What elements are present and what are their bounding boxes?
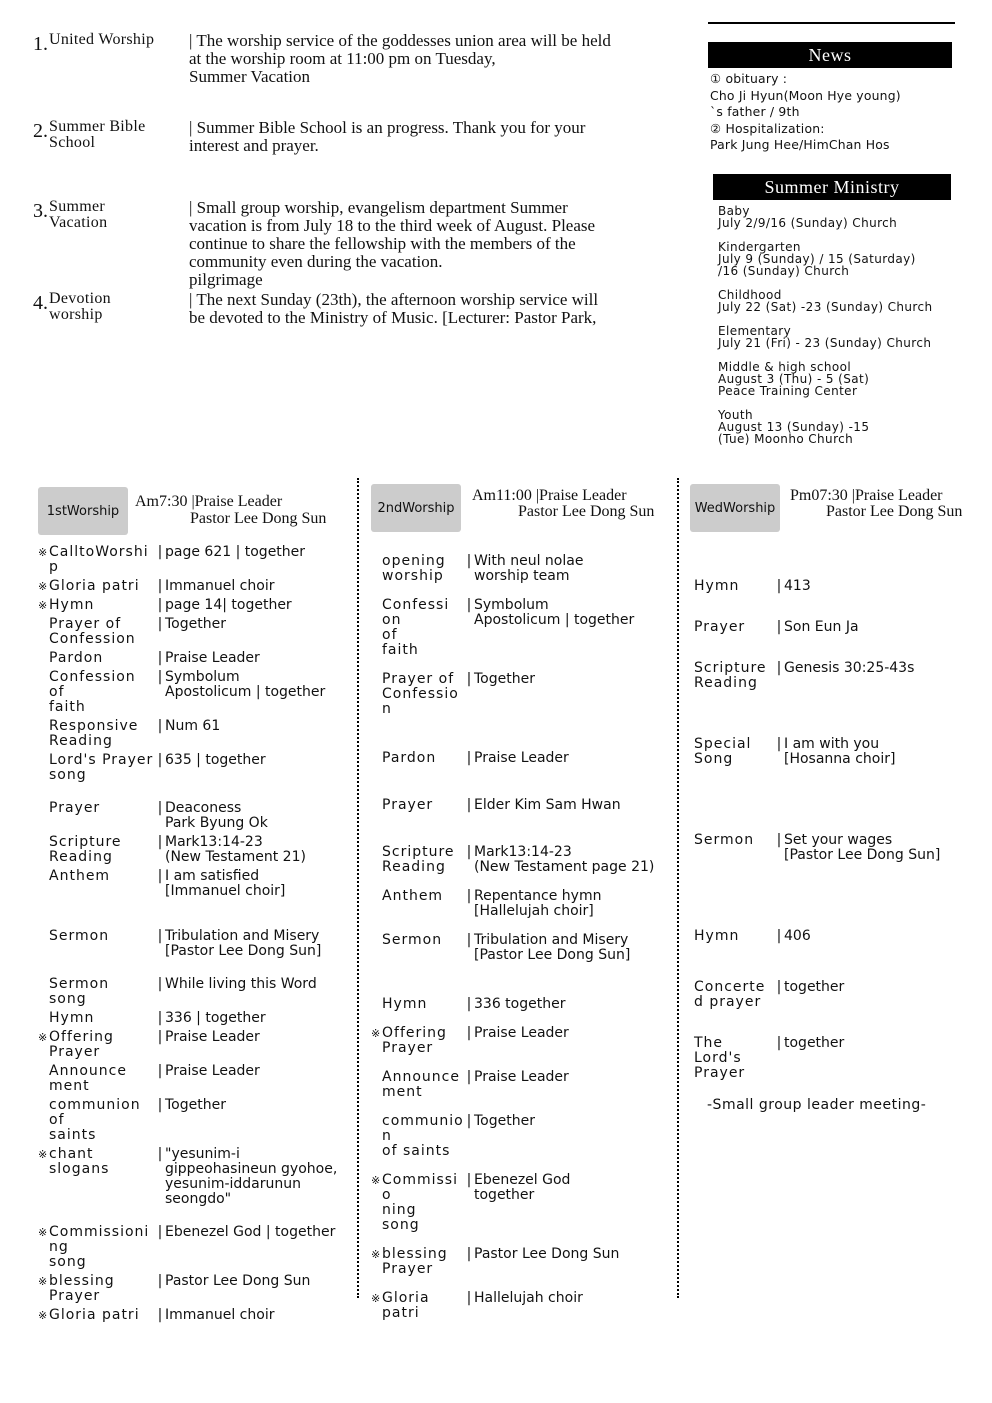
order-item: [371, 554, 671, 584]
order-item-label: Confession of faith: [49, 669, 136, 715]
order-item: [38, 579, 352, 594]
reference-mark-icon: [371, 889, 382, 919]
ministry-item: [718, 289, 958, 313]
ministry-group: Elementary: [718, 324, 792, 338]
column-divider: [677, 478, 679, 1298]
separator: |: [157, 1010, 163, 1026]
order-item-label: Special Song: [694, 736, 752, 767]
separator: |: [157, 1224, 163, 1240]
order-item-value: page 621 | together: [165, 544, 306, 560]
order-item: [371, 845, 671, 875]
announcement-item: [33, 119, 698, 155]
separator: |: [157, 976, 163, 992]
order-item: [371, 1291, 671, 1321]
order-item-value: Genesis 30:25-43s: [784, 660, 915, 676]
reference-mark-icon: [371, 751, 382, 766]
order-item-value: Tribulation and Misery [Pastor Lee Dong Sun]: [165, 928, 322, 959]
order-item-value: Praise Leader: [165, 1029, 260, 1045]
order-item-label: Announce ment: [49, 1063, 127, 1094]
reference-mark-icon: [38, 1064, 49, 1094]
news-header: News: [708, 42, 952, 68]
order-list: [371, 554, 671, 1321]
reference-mark-icon: ※: [371, 1292, 381, 1305]
announcement-number: 4.: [33, 292, 48, 314]
reference-mark-icon: [371, 1114, 382, 1159]
order-item-label: Prayer of Confession: [49, 616, 136, 647]
order-item: [683, 737, 983, 767]
order-item: [38, 1147, 352, 1207]
reference-mark-icon: ※: [371, 1248, 381, 1261]
separator: |: [157, 1097, 163, 1113]
order-item-label: Responsive Reading: [49, 718, 139, 749]
separator: |: [776, 832, 782, 848]
order-item-value: Hallelujah choir: [474, 1290, 583, 1306]
order-item-value: I am satisfied [Immanuel choir]: [165, 868, 286, 899]
order-item: [371, 598, 671, 658]
separator: |: [466, 1025, 472, 1041]
order-item-value: together: [784, 979, 845, 995]
order-item-label: Anthem: [49, 868, 111, 884]
order-item-value: Repentance hymn [Hallelujah choir]: [474, 888, 602, 919]
order-item: [371, 1026, 671, 1056]
order-item: [371, 997, 671, 1012]
order-item: [683, 1036, 983, 1081]
separator: |: [466, 932, 472, 948]
order-item-label: Pardon: [49, 650, 104, 666]
separator: |: [157, 868, 163, 884]
reference-mark-icon: [38, 1098, 49, 1143]
reference-mark-icon: [683, 980, 694, 1010]
order-item-label: chant slogans: [49, 1146, 110, 1177]
worship-leader: Pastor Lee Dong Sun: [826, 503, 963, 520]
announcement-title: Summer Vacation: [49, 198, 108, 231]
announcement-body: | Small group worship, evangelism department Summer vacation is from July 18 to the third week of August. Please continue to share the fellowship with the members of the community even during the vacation. pilgrimage: [189, 198, 596, 289]
order-item-value: 635 | together: [165, 752, 266, 768]
order-item: [683, 579, 983, 594]
ministry-detail: August 13 (Sunday) -15 (Tue) Moonho Church: [718, 420, 870, 446]
worship-time: Am7:30 |Praise Leader: [135, 493, 283, 510]
separator: |: [466, 996, 472, 1012]
order-item: [371, 1173, 671, 1233]
order-item-label: Prayer: [382, 797, 434, 813]
order-item-value: Tribulation and Misery [Pastor Lee Dong Sun]: [474, 932, 631, 963]
order-item-label: Announce ment: [382, 1069, 460, 1100]
order-item-label: Hymn: [49, 597, 95, 613]
order-item: [683, 929, 983, 944]
order-item-value: Symbolum Apostolicum | together: [474, 597, 635, 628]
order-item-value: Together: [474, 1113, 535, 1129]
footer-note: -Small group leader meeting-: [707, 1097, 927, 1113]
order-item-value: Mark13:14-23 (New Testament 21): [165, 834, 306, 865]
order-item-value: I am with you [Hosanna choir]: [784, 736, 896, 767]
reference-mark-icon: ※: [38, 1226, 48, 1239]
separator: |: [466, 1290, 472, 1306]
order-item-label: Hymn: [694, 578, 740, 594]
separator: |: [466, 1113, 472, 1129]
order-item-label: Sermon: [49, 928, 110, 944]
reference-mark-icon: [38, 651, 49, 666]
order-item: [371, 798, 671, 813]
order-item-value: Praise Leader: [474, 750, 569, 766]
reference-mark-icon: [683, 833, 694, 863]
ministry-group: Youth: [718, 408, 753, 422]
reference-mark-icon: ※: [371, 1174, 381, 1187]
order-item-label: Prayer: [694, 619, 746, 635]
separator: |: [157, 544, 163, 560]
order-item-value: 406: [784, 928, 811, 944]
summer-ministry-header: Summer Ministry: [713, 174, 951, 200]
worship-tag: 1stWorship: [38, 487, 128, 535]
reference-mark-icon: ※: [38, 546, 48, 559]
order-item: [38, 1225, 352, 1270]
order-item-value: Num 61: [165, 718, 221, 734]
announcement-number: 3.: [33, 200, 48, 222]
reference-mark-icon: [38, 977, 49, 1007]
order-item-label: Pardon: [382, 750, 437, 766]
reference-mark-icon: [371, 1070, 382, 1100]
separator: |: [157, 1063, 163, 1079]
order-item-value: Together: [165, 1097, 226, 1113]
reference-mark-icon: [683, 661, 694, 691]
order-item: [38, 670, 352, 715]
announcement-item: [33, 291, 698, 327]
reference-mark-icon: [371, 598, 382, 658]
order-item-label: Hymn: [49, 1010, 95, 1026]
order-item: [371, 1070, 671, 1100]
separator: |: [157, 928, 163, 944]
reference-mark-icon: [38, 869, 49, 899]
separator: |: [466, 1172, 472, 1188]
order-item-label: Confessi on of faith: [382, 597, 450, 658]
separator: |: [157, 1307, 163, 1323]
announcement-title: United Worship: [49, 31, 155, 48]
summer-ministry-list: [718, 205, 958, 445]
order-item-label: Prayer of Confession: [382, 671, 459, 717]
order-item: [38, 617, 352, 647]
order-item-value: 336 together: [474, 996, 566, 1012]
order-item-label: Anthem: [382, 888, 444, 904]
order-item: [371, 933, 671, 963]
order-item-value: Pastor Lee Dong Sun: [474, 1246, 620, 1262]
order-item-value: Praise Leader: [474, 1069, 569, 1085]
separator: |: [466, 1069, 472, 1085]
order-item: [38, 1098, 352, 1143]
reference-mark-icon: [38, 753, 49, 783]
worship-tag: 2ndWorship: [371, 484, 461, 532]
order-item-label: Commissio ning song: [382, 1172, 458, 1233]
separator: |: [157, 1146, 163, 1162]
order-item: [38, 719, 352, 749]
reference-mark-icon: ※: [38, 1031, 48, 1044]
order-item: [371, 889, 671, 919]
reference-mark-icon: [683, 620, 694, 635]
order-item-value: Deaconess Park Byung Ok: [165, 800, 268, 831]
reference-mark-icon: [683, 737, 694, 767]
separator: |: [157, 1029, 163, 1045]
worship-column-3: [683, 484, 983, 1113]
ministry-detail: July 21 (Fri) - 23 (Sunday) Church: [718, 336, 932, 350]
reference-mark-icon: ※: [38, 580, 48, 593]
ministry-item: [718, 205, 958, 229]
separator: |: [466, 888, 472, 904]
order-item-label: Sermon: [694, 832, 755, 848]
separator: |: [157, 752, 163, 768]
order-item: [38, 1030, 352, 1060]
reference-mark-icon: ※: [38, 1148, 48, 1161]
order-item-value: Praise Leader: [165, 1063, 260, 1079]
order-item-label: Gloria patri: [49, 578, 140, 594]
order-item-value: 413: [784, 578, 811, 594]
order-item: [38, 1011, 352, 1026]
column-divider: [357, 478, 359, 1298]
order-item-value: together: [784, 1035, 845, 1051]
order-item-label: Hymn: [694, 928, 740, 944]
reference-mark-icon: [38, 670, 49, 715]
announcement-title: Devotion worship: [49, 290, 111, 323]
worship-time: Am11:00 |Praise Leader: [472, 487, 627, 504]
worship-header: [371, 484, 671, 534]
worship-header: [38, 487, 352, 537]
reference-mark-icon: [38, 929, 49, 959]
separator: |: [157, 718, 163, 734]
worship-leader: Pastor Lee Dong Sun: [518, 503, 655, 520]
order-item: [38, 753, 352, 783]
order-item-value: Ebenezel God | together: [165, 1224, 336, 1240]
order-item: [38, 977, 352, 1007]
order-item-value: Pastor Lee Dong Sun: [165, 1273, 311, 1289]
order-item: [683, 980, 983, 1010]
order-item-label: opening worship: [382, 553, 446, 584]
reference-mark-icon: [38, 617, 49, 647]
ministry-group: Childhood: [718, 288, 782, 302]
order-item-label: communion of saints: [49, 1097, 141, 1143]
announcement-number: 1.: [33, 33, 48, 55]
separator: |: [776, 979, 782, 995]
ministry-detail: July 22 (Sat) -23 (Sunday) Church: [718, 300, 933, 314]
order-item: [683, 661, 983, 691]
ministry-item: [718, 325, 958, 349]
order-item: [38, 1308, 352, 1323]
order-item-label: Scripture Reading: [49, 834, 122, 865]
reference-mark-icon: [371, 672, 382, 717]
order-item-label: communion of saints: [382, 1113, 464, 1159]
order-item-label: Prayer: [49, 800, 101, 816]
order-item-value: Immanuel choir: [165, 1307, 275, 1323]
order-list: [683, 579, 983, 1081]
order-item-label: blessing Prayer: [382, 1246, 448, 1277]
reference-mark-icon: [38, 1011, 49, 1026]
order-item: [683, 620, 983, 635]
order-item-label: Scripture Reading: [382, 844, 455, 875]
order-item-label: Gloria patri: [49, 1307, 140, 1323]
ministry-group: Middle & high school: [718, 360, 852, 374]
ministry-group: Kindergarten: [718, 240, 801, 254]
announcement-body: | Summer Bible School is an progress. Thank you for your interest and prayer.: [189, 118, 586, 155]
order-item-label: Hymn: [382, 996, 428, 1012]
order-item-value: Praise Leader: [165, 650, 260, 666]
separator: |: [157, 578, 163, 594]
order-item-label: Lord's Prayer song: [49, 752, 154, 783]
order-item-value: Elder Kim Sam Hwan: [474, 797, 621, 813]
order-item-value: Praise Leader: [474, 1025, 569, 1041]
order-item-label: Sermon: [382, 932, 443, 948]
separator: |: [776, 660, 782, 676]
separator: |: [157, 1273, 163, 1289]
ministry-item: [718, 361, 958, 397]
reference-mark-icon: [371, 997, 382, 1012]
order-item-value: Ebenezel God together: [474, 1172, 571, 1203]
order-item-value: Mark13:14-23 (New Testament page 21): [474, 844, 655, 875]
announcement-item: [33, 32, 698, 86]
reference-mark-icon: [38, 835, 49, 865]
order-item: [38, 598, 352, 613]
separator: |: [466, 553, 472, 569]
worship-time: Pm07:30 |Praise Leader: [790, 487, 943, 504]
separator: |: [157, 616, 163, 632]
order-item-label: Offering Prayer: [382, 1025, 447, 1056]
order-item-value: 336 | together: [165, 1010, 266, 1026]
separator: |: [157, 800, 163, 816]
order-item: [38, 869, 352, 899]
order-item-label: Gloria patri: [382, 1290, 430, 1321]
top-rule: [708, 22, 955, 24]
reference-mark-icon: ※: [38, 599, 48, 612]
reference-mark-icon: [371, 845, 382, 875]
worship-leader: Pastor Lee Dong Sun: [190, 510, 327, 527]
separator: |: [466, 797, 472, 813]
order-item: [38, 545, 352, 575]
separator: |: [157, 834, 163, 850]
order-item: [38, 801, 352, 831]
order-item: [38, 651, 352, 666]
order-item-value: page 14| together: [165, 597, 292, 613]
announcement-title: Summer Bible School: [49, 118, 146, 151]
ministry-detail: July 9 (Sunday) / 15 (Saturday) /16 (Sunday) Church: [718, 252, 916, 278]
separator: |: [157, 597, 163, 613]
order-list: [38, 545, 352, 1323]
news-text: ① obituary : Cho Ji Hyun(Moon Hye young) `s father / 9th ② Hospitalization: Park Jung Hee/HimChan Hos: [710, 71, 901, 153]
separator: |: [466, 597, 472, 613]
separator: |: [466, 671, 472, 687]
reference-mark-icon: [38, 719, 49, 749]
order-item-value: While living this Word: [165, 976, 317, 992]
order-item-value: With neul nolae worship team: [474, 553, 584, 584]
reference-mark-icon: [38, 801, 49, 831]
order-item: [683, 833, 983, 863]
separator: |: [776, 578, 782, 594]
announcements: [33, 32, 698, 327]
order-item: [38, 929, 352, 959]
worship-tag: WedWorship: [690, 484, 780, 532]
announcement-item: [33, 199, 698, 289]
order-item-label: CalltoWorship: [49, 544, 149, 575]
order-item-label: Commissioning song: [49, 1224, 150, 1270]
order-item-value: "yesunim-i gippeohasineun gyohoe, yesunim-iddarunun seongdo": [165, 1146, 338, 1207]
reference-mark-icon: [371, 798, 382, 813]
separator: |: [776, 1035, 782, 1051]
order-item-label: blessing Prayer: [49, 1273, 115, 1304]
reference-mark-icon: [371, 554, 382, 584]
reference-mark-icon: [683, 929, 694, 944]
order-item: [371, 672, 671, 717]
order-item-value: Son Eun Ja: [784, 619, 859, 635]
order-item: [38, 1064, 352, 1094]
worship-column-2: [371, 484, 671, 1321]
order-item-label: The Lord's Prayer: [694, 1035, 746, 1081]
worship-column-1: [38, 487, 352, 1323]
order-item: [371, 1247, 671, 1277]
separator: |: [776, 928, 782, 944]
separator: |: [157, 650, 163, 666]
reference-mark-icon: ※: [371, 1027, 381, 1040]
order-item-value: Together: [165, 616, 226, 632]
reference-mark-icon: ※: [38, 1275, 48, 1288]
order-item-label: Scripture Reading: [694, 660, 767, 691]
separator: |: [466, 844, 472, 860]
ministry-group: Baby: [718, 204, 750, 218]
worship-header: [683, 484, 983, 534]
order-item-value: Immanuel choir: [165, 578, 275, 594]
reference-mark-icon: [683, 579, 694, 594]
ministry-item: [718, 241, 958, 277]
order-item: [371, 1114, 671, 1159]
separator: |: [466, 750, 472, 766]
order-item-value: Symbolum Apostolicum | together: [165, 669, 326, 700]
order-item-value: Set your wages [Pastor Lee Dong Sun]: [784, 832, 941, 863]
announcement-number: 2.: [33, 120, 48, 142]
reference-mark-icon: ※: [38, 1309, 48, 1322]
order-item-label: Offering Prayer: [49, 1029, 114, 1060]
announcement-body: | The worship service of the goddesses union area will be held at the worship room at 11:00 pm on Tuesday, Summer Vacation: [189, 31, 611, 86]
order-item-label: Concerte d prayer: [694, 979, 766, 1010]
order-item-value: Together: [474, 671, 535, 687]
announcement-body: | The next Sunday (23th), the afternoon worship service will be devoted to the Ministry of Music. [Lecturer: Pastor Park,: [189, 290, 599, 327]
reference-mark-icon: [371, 933, 382, 963]
order-item-label: Sermon song: [49, 976, 110, 1007]
separator: |: [776, 736, 782, 752]
reference-mark-icon: [683, 1036, 694, 1081]
separator: |: [157, 669, 163, 685]
order-item: [38, 835, 352, 865]
order-item: [371, 751, 671, 766]
separator: |: [466, 1246, 472, 1262]
ministry-item: [718, 409, 958, 445]
order-item: [38, 1274, 352, 1304]
separator: |: [776, 619, 782, 635]
ministry-detail: July 2/9/16 (Sunday) Church: [718, 216, 898, 230]
ministry-detail: August 3 (Thu) - 5 (Sat) Peace Training Center: [718, 372, 870, 398]
